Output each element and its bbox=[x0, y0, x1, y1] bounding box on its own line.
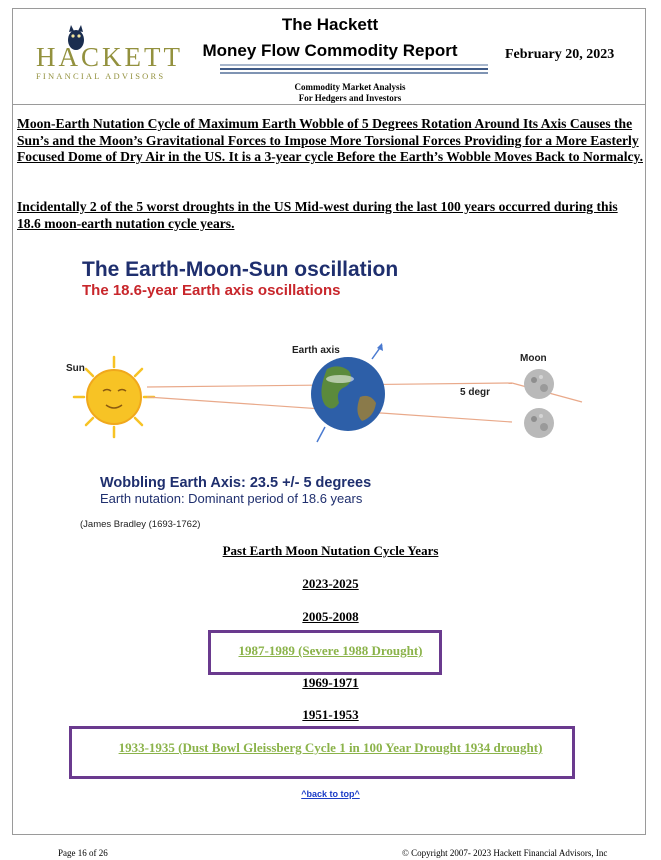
body-paragraph-2: Incidentally 2 of the 5 worst droughts in the US Mid-west during the last 100 years occurred during this 18.6 moon-earth nutation cycle years. bbox=[17, 199, 618, 231]
report-subtitle-line2: For Hedgers and Investors bbox=[298, 93, 402, 103]
sun-icon bbox=[74, 357, 154, 437]
footer-page-number: Page 16 of 26 bbox=[58, 848, 108, 858]
figure-nutation-line: Earth nutation: Dominant period of 18.6 years bbox=[100, 491, 363, 506]
back-to-top-link[interactable]: ^back to top^ bbox=[301, 789, 360, 799]
body-paragraph-1: Moon-Earth Nutation Cycle of Maximum Earth Wobble of 5 Degrees Rotation Around Its Axis Causes the Sun’s and the Moon’s Gravitational Forces to Impose More Torsional Forces Providing for a More Easterly Focused Dome of Dry Air in the US. It is a 3-year cycle Before the Earth’s Wobble Moves Back to Normalcy. bbox=[17, 116, 643, 165]
header-divider bbox=[12, 104, 646, 105]
cycle-year-2005: 2005-2008 bbox=[302, 609, 359, 624]
cycle-year-2023: 2023-2025 bbox=[302, 576, 359, 591]
cycle-year-1987-link[interactable]: 1987-1989 (Severe 1988 Drought) bbox=[238, 643, 423, 658]
degree-label: 5 degr bbox=[460, 387, 491, 398]
cycle-year-1933-link[interactable]: 1933-1935 (Dust Bowl Gleissberg Cycle 1 in 100 Year Drought 1934 drought) bbox=[118, 740, 543, 755]
highlight-box-1933 bbox=[69, 726, 575, 779]
logo-word: HACKETT bbox=[36, 42, 183, 72]
logo-wordmark bbox=[36, 42, 183, 73]
report-date: February 20, 2023 bbox=[505, 47, 615, 62]
logo-subtitle: FINANCIAL ADVISORS bbox=[36, 71, 166, 81]
moon-label: Moon bbox=[520, 353, 547, 364]
figure-subtitle: The 18.6-year Earth axis oscillations bbox=[82, 282, 341, 299]
moon-icon-lower bbox=[524, 408, 554, 438]
title-rule-bars bbox=[220, 64, 488, 76]
figure-credit: (James Bradley (1693-1762) bbox=[80, 519, 201, 530]
sun-label: Sun bbox=[66, 363, 85, 374]
earth-globe-icon bbox=[311, 357, 385, 431]
footer-copyright: © Copyright 2007- 2023 Hackett Financial Advisors, Inc bbox=[402, 848, 608, 858]
cycle-year-1951: 1951-1953 bbox=[302, 707, 359, 722]
earth-axis-label: Earth axis bbox=[292, 345, 340, 356]
moon-icon-upper bbox=[524, 369, 554, 399]
report-title-line2: Money Flow Commodity Report bbox=[202, 41, 458, 60]
highlight-box-1987 bbox=[208, 630, 442, 675]
figure-title: The Earth-Moon-Sun oscillation bbox=[82, 258, 399, 281]
earth-moon-sun-figure bbox=[42, 247, 617, 543]
report-title-line1: The Hackett bbox=[281, 15, 379, 34]
cycle-year-1969: 1969-1971 bbox=[302, 675, 359, 690]
report-subtitle-line1: Commodity Market Analysis bbox=[294, 82, 406, 92]
figure-wobble-line: Wobbling Earth Axis: 23.5 +/- 5 degrees bbox=[100, 475, 372, 491]
cycles-caption: Past Earth Moon Nutation Cycle Years bbox=[222, 543, 439, 558]
